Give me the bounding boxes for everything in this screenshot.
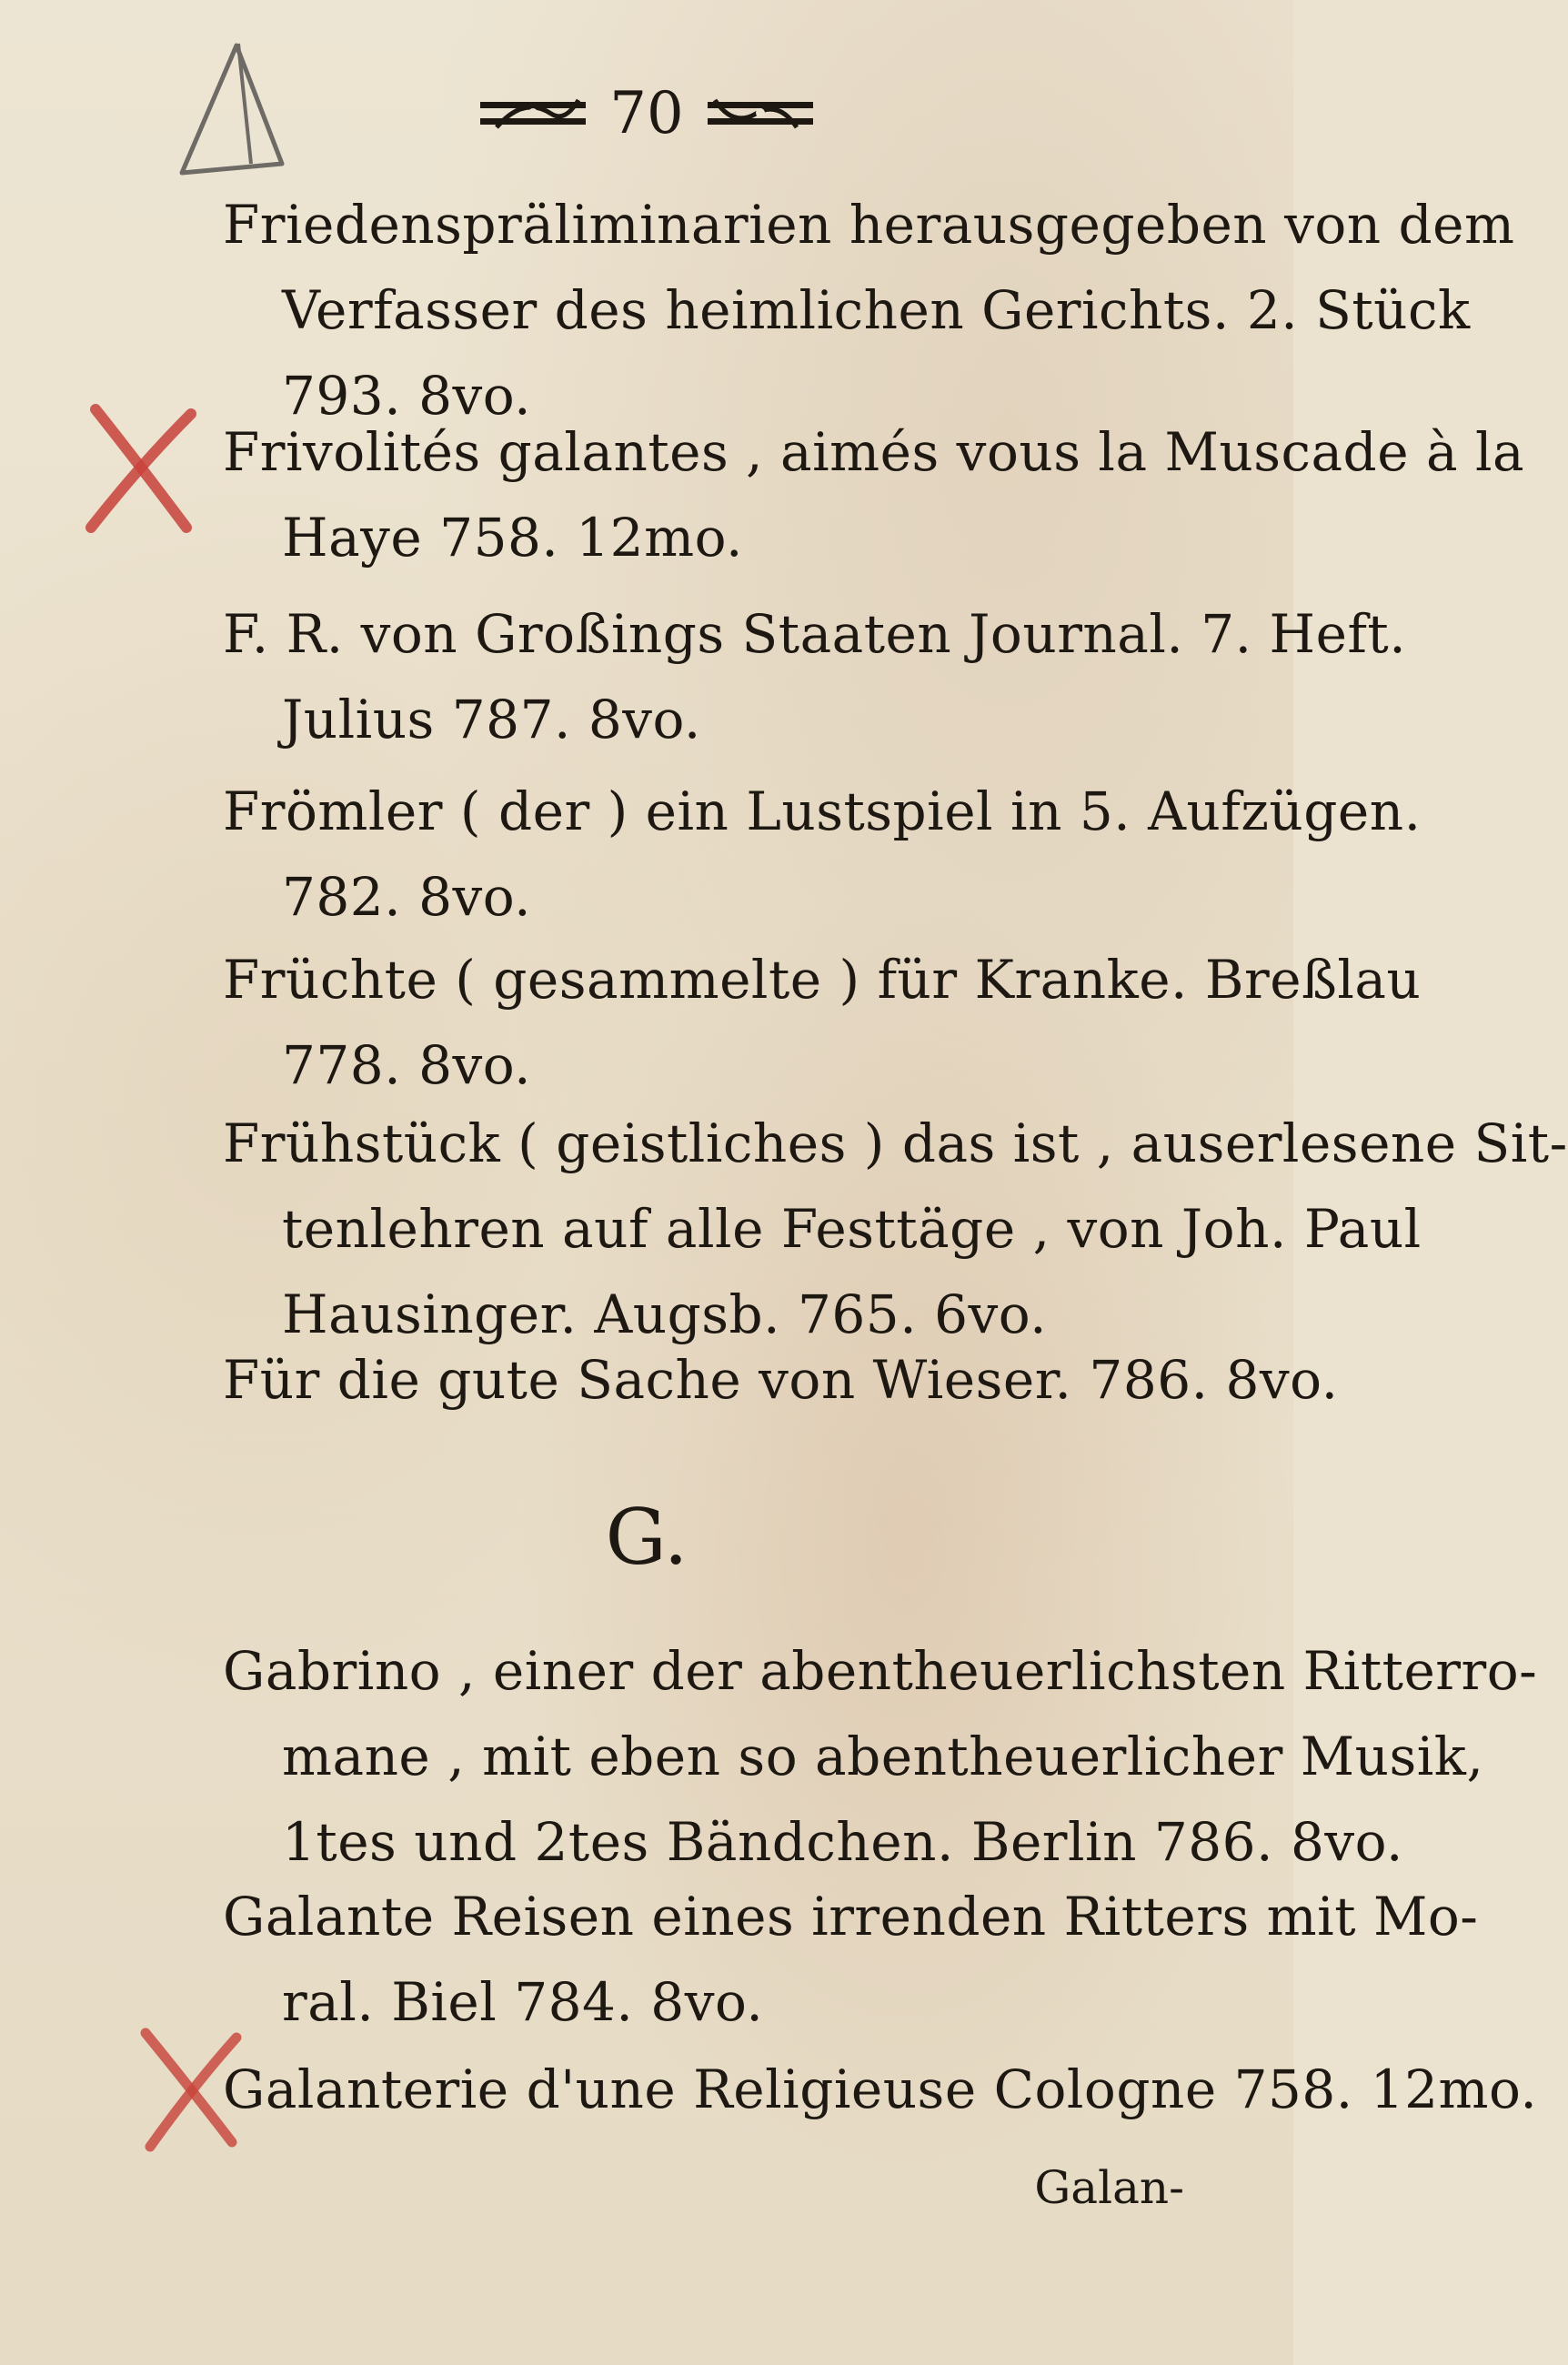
catchword: Galan- bbox=[1034, 2161, 1184, 2214]
section-letter: G. bbox=[605, 1493, 689, 1582]
catalog-entry bbox=[223, 409, 1525, 580]
catalog-entry bbox=[223, 937, 1422, 1108]
catalog-entry bbox=[223, 1101, 1568, 1357]
catalog-entry bbox=[223, 1874, 1479, 2045]
entry-line: mane , mit eben so abentheuerlicher Musik, bbox=[282, 1726, 1484, 1787]
red-x-mark-icon bbox=[77, 400, 205, 537]
entry-line: Frühstück ( geistliches ) das ist , auserlesene Sit- bbox=[223, 1112, 1568, 1174]
entry-line: Galanterie d'une Religieuse Cologne 758. 12mo. bbox=[223, 2058, 1538, 2120]
entry-line: 1tes und 2tes Bändchen. Berlin 786. 8vo. bbox=[282, 1811, 1403, 1873]
entry-line: 793. 8vo. bbox=[282, 365, 532, 427]
page-number: 70 bbox=[609, 80, 684, 147]
entry-line: Verfasser des heimlichen Gerichts. 2. Stück bbox=[282, 279, 1471, 341]
entry-line: Für die gute Sache von Wieser. 786. 8vo. bbox=[223, 1349, 1339, 1411]
right-ornament-icon bbox=[706, 91, 815, 136]
entry-line: Gabrino , einer der abentheuerlichsten Ritterro- bbox=[223, 1640, 1538, 1702]
entry-line: Julius 787. 8vo. bbox=[282, 689, 701, 750]
entry-line: Frivolités galantes , aimés vous la Muscade à la bbox=[223, 421, 1525, 483]
entry-line: 778. 8vo. bbox=[282, 1034, 532, 1096]
catalog-entry bbox=[223, 1628, 1538, 1885]
entry-line: Früchte ( gesammelte ) für Kranke. Breßlau bbox=[223, 949, 1422, 1011]
entry-line: ral. Biel 784. 8vo. bbox=[282, 1971, 764, 2033]
catalog-entry bbox=[223, 591, 1407, 762]
entry-line: F. R. von Großings Staaten Journal. 7. Heft. bbox=[223, 603, 1407, 665]
catalog-entry bbox=[223, 769, 1422, 940]
entry-line: Haye 758. 12mo. bbox=[282, 507, 743, 569]
page-header bbox=[0, 73, 1293, 155]
catalog-entry bbox=[223, 1337, 1339, 1423]
entry-line: Hausinger. Augsb. 765. 6vo. bbox=[282, 1283, 1048, 1345]
entry-line: Frömler ( der ) ein Lustspiel in 5. Aufzügen. bbox=[223, 780, 1422, 842]
catalog-entry bbox=[223, 182, 1515, 438]
entry-line: Friedenspräliminarien herausgegeben von dem bbox=[223, 194, 1515, 256]
catalog-entry bbox=[223, 2047, 1538, 2132]
entry-line: 782. 8vo. bbox=[282, 866, 532, 928]
entry-line: tenlehren auf alle Festtäge , von Joh. Paul bbox=[282, 1198, 1422, 1260]
entry-line: Galante Reisen eines irrenden Ritters mit Mo- bbox=[223, 1886, 1479, 1947]
left-ornament-icon bbox=[478, 91, 588, 136]
